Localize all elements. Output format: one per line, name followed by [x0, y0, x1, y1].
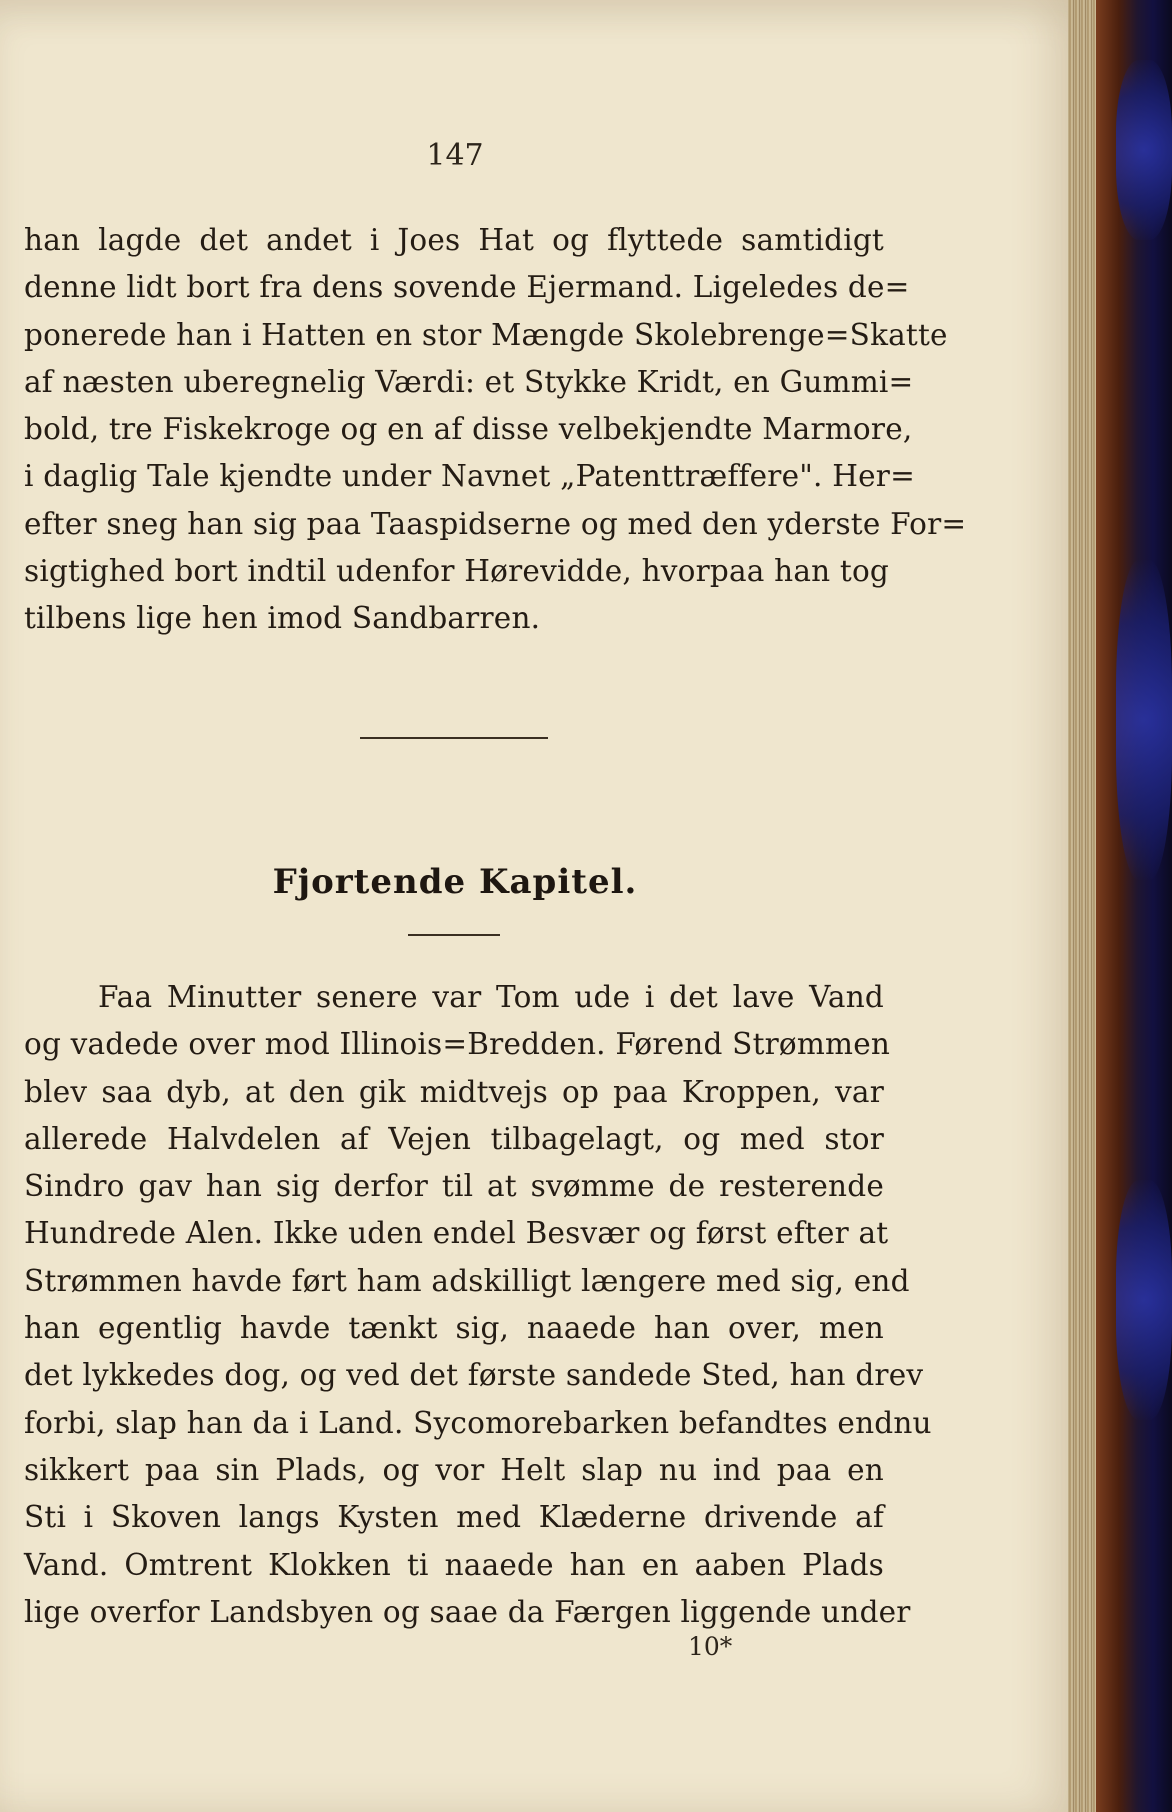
- marbled-cover-pattern: [1116, 60, 1172, 240]
- text-line: Sti i Skoven langs Kysten med Klæderne drivende af: [24, 1500, 884, 1535]
- text-line: bold, tre Fiskekroge og en af disse velbekjendte Marmore,: [24, 412, 913, 447]
- text-line: af næsten uberegnelig Værdi: et Stykke Kridt, en Gummi=: [24, 364, 914, 399]
- text-line: forbi, slap han da i Land. Sycomorebarken befandtes endnu: [24, 1405, 932, 1440]
- page-fore-edge: [1068, 0, 1096, 1812]
- text-line: efter sneg han sig paa Taaspidserne og med den yderste For=: [24, 506, 967, 541]
- paragraph-1: [24, 217, 967, 643]
- text-line: Strømmen havde ført ham adskilligt længere med sig, end: [24, 1263, 910, 1298]
- text-line: han lagde det andet i Joes Hat og flyttede samtidigt: [24, 223, 884, 257]
- text-line: sikkert paa sin Plads, og vor Helt slap nu ind paa en: [24, 1452, 884, 1487]
- marbled-cover-pattern: [1116, 560, 1172, 880]
- text-line: ponerede han i Hatten en stor Mængde Skolebrenge=Skatte: [24, 317, 948, 352]
- text-line: sigtighed bort indtil udenfor Hørevidde, hvorpaa han tog: [24, 554, 890, 589]
- paragraph-2: [24, 974, 932, 1636]
- text-line: Hundrede Alen. Ikke uden endel Besvær og først efter at: [24, 1216, 889, 1251]
- text-line: han egentlig havde tænkt sig, naaede han over, men: [24, 1311, 884, 1346]
- text-line: allerede Halvdelen af Vejen tilbagelagt, og med stor: [24, 1121, 884, 1156]
- text-line: i daglig Tale kjendte under Navnet „Patenttræffere". Her=: [24, 459, 915, 494]
- text-line: og vadede over mod Illinois=Bredden. Førend Strømmen: [24, 1027, 891, 1062]
- page-number: 147: [426, 138, 484, 173]
- signature-mark: 10*: [688, 1632, 733, 1661]
- text-line: blev saa dyb, at den gik midtvejs op paa Kroppen, var: [24, 1074, 884, 1109]
- book-binding: [1096, 0, 1172, 1812]
- section-divider: [360, 737, 548, 739]
- chapter-divider: [408, 934, 500, 936]
- marbled-cover-pattern: [1116, 1180, 1172, 1420]
- text-line: tilbens lige hen imod Sandbarren.: [24, 601, 541, 636]
- text-line: lige overfor Landsbyen og saae da Færgen liggende under: [24, 1594, 911, 1629]
- text-line: Faa Minutter senere var Tom ude i det lave Vand: [98, 980, 884, 1014]
- text-line: Vand. Omtrent Klokken ti naaede han en aaben Plads: [24, 1547, 884, 1582]
- text-line: det lykkedes dog, og ved det første sandede Sted, han drev: [24, 1358, 924, 1393]
- chapter-title: Fjortende Kapitel.: [272, 862, 638, 902]
- text-line: denne lidt bort fra dens sovende Ejermand. Ligeledes de=: [24, 270, 910, 305]
- text-line: Sindro gav han sig derfor til at svømme de resterende: [24, 1169, 884, 1204]
